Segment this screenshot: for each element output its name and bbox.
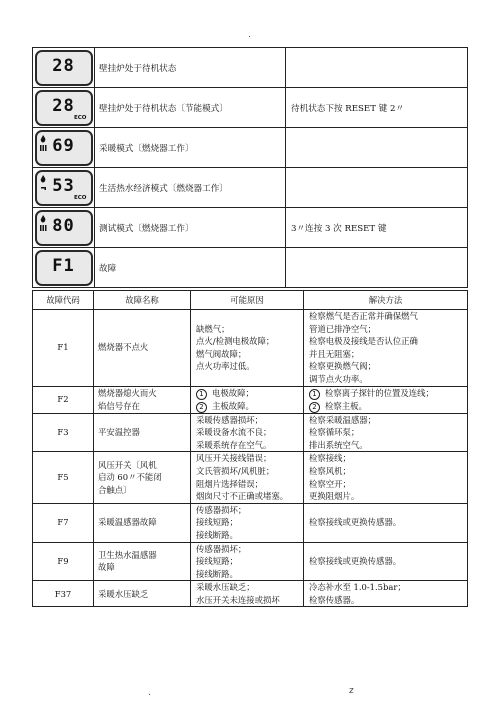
mode-description: 壁挂炉处于待机状态 — [95, 48, 286, 88]
fault-cause — [191, 503, 304, 542]
fault-fix-text: 检察循环泵； — [309, 427, 360, 438]
mode-description: 故障 — [95, 248, 286, 288]
lcd-display-icon — [35, 90, 93, 126]
fault-fix-text: 更换阻烟片。 — [309, 491, 360, 502]
mode-icon-cell — [33, 208, 95, 248]
fault-fix-line — [309, 465, 467, 478]
fault-fix-line — [309, 335, 467, 348]
fault-name-line — [98, 516, 190, 529]
fault-name-text: 风压开关〔风机 — [98, 459, 157, 470]
mode-note — [286, 168, 468, 208]
fault-row — [33, 581, 468, 607]
lcd-digits: 28 — [52, 55, 75, 76]
fault-name-line — [98, 341, 190, 354]
fault-cause-line — [196, 452, 303, 465]
mode-row — [33, 168, 468, 208]
fault-cause-text: 点火功率过低。 — [196, 361, 255, 372]
fault-fix-line — [309, 414, 467, 427]
fault-cause-text: 燃气阀故障； — [196, 348, 247, 359]
fault-code: F1 — [33, 310, 94, 387]
fault-code: F37 — [33, 581, 94, 607]
fault-fix-text: 排出系统空气。 — [309, 439, 368, 450]
fault-code: F3 — [33, 413, 94, 452]
fault-cause-text: 采暖设备水流不良； — [196, 427, 272, 438]
fault-fix-text: 并且无阻塞； — [309, 348, 360, 359]
fault-cause-line — [196, 335, 303, 348]
fault-name-line — [98, 484, 190, 497]
fault-name — [94, 413, 191, 452]
fault-fix-line — [309, 452, 467, 465]
mode-row — [33, 48, 468, 88]
fault-cause-line — [196, 400, 303, 413]
fault-fix — [304, 413, 468, 452]
fault-cause-line — [196, 594, 303, 607]
fault-cause-text: 接线断路。 — [196, 529, 238, 540]
fault-row — [33, 503, 468, 542]
mode-row — [33, 248, 468, 288]
fault-cause-text: 文氏管损坏/风机脏； — [196, 465, 275, 476]
fault-name-text: 采暖温感器故障 — [98, 517, 157, 528]
fault-name-line — [98, 400, 190, 413]
fault-name — [94, 581, 191, 607]
circled-number: 2 — [196, 402, 207, 413]
fault-row — [33, 310, 468, 387]
mode-icon-cell — [33, 168, 95, 208]
fault-code: F9 — [33, 542, 94, 581]
fault-cause-line — [196, 504, 303, 517]
fault-name — [94, 542, 191, 581]
radiator-icon — [40, 145, 47, 151]
fault-row — [33, 413, 468, 452]
fault-cause-line — [196, 465, 303, 478]
mode-row — [33, 128, 468, 168]
fault-fix — [304, 452, 468, 503]
fault-fix-line — [309, 581, 467, 594]
fault-cause-text: 接线短路； — [196, 517, 238, 528]
fault-cause-line — [196, 568, 303, 581]
flame-icon — [40, 215, 46, 223]
fault-cause-line — [196, 426, 303, 439]
fault-name-text: 采暖水压缺乏 — [98, 588, 149, 599]
fault-cause — [191, 386, 304, 413]
fault-code-table — [32, 290, 468, 607]
header-fix: 解决方法 — [304, 291, 468, 310]
fault-cause-text: 采暖系统存在空气。 — [196, 439, 272, 450]
lcd-display-icon — [35, 50, 93, 86]
fault-cause-line — [196, 478, 303, 491]
fault-code: F7 — [33, 503, 94, 542]
fault-fix-text: 检察接线； — [309, 453, 351, 464]
fault-cause-line — [196, 348, 303, 361]
fault-name-line — [98, 549, 190, 562]
fault-fix-text: 检察空开； — [309, 478, 351, 489]
mode-note: 3〃连按 3 次 RESET 键 — [286, 208, 468, 248]
fault-cause — [191, 542, 304, 581]
fault-fix — [304, 542, 468, 581]
lcd-display-icon — [35, 130, 93, 166]
fault-fix-line — [309, 555, 467, 568]
fault-cause — [191, 452, 304, 503]
mode-icon-cell — [33, 88, 95, 128]
fault-fix — [304, 581, 468, 607]
mode-description: 测试模式〔燃烧器工作〕 — [95, 208, 286, 248]
lcd-digits: F1 — [52, 255, 75, 276]
fault-fix-text: 检察采暖温感器； — [309, 414, 376, 425]
fault-fix-line — [309, 323, 467, 336]
footer-left-mark: . — [148, 688, 151, 698]
mode-icon-cell — [33, 248, 95, 288]
fault-fix-text: 检察离子探针的位置及连线； — [325, 387, 434, 398]
fault-code: F2 — [33, 386, 94, 413]
fault-fix-text: 冷态补水至 1.0-1.5bar； — [309, 582, 406, 593]
fault-cause-line — [196, 439, 303, 452]
fault-fix-line — [309, 400, 467, 413]
fault-cause — [191, 581, 304, 607]
fault-fix — [304, 310, 468, 387]
radiator-icon — [40, 225, 47, 231]
fault-fix-text: 检察燃气是否正常并确保燃气 — [309, 311, 418, 321]
header-cause: 可能原因 — [191, 291, 304, 310]
fault-fix-text: 检察电极及接线是否认位正确 — [309, 336, 418, 347]
fault-name-text: 燃烧器不点火 — [98, 342, 149, 353]
fault-cause-text: 主板故障。 — [212, 400, 254, 411]
mode-icon-cell — [33, 48, 95, 88]
mode-description: 壁挂炉处于待机状态〔节能模式〕 — [95, 88, 286, 128]
fault-cause-text: 接线短路； — [196, 556, 238, 567]
fault-fix — [304, 503, 468, 542]
fault-cause-line — [196, 516, 303, 529]
fault-name — [94, 452, 191, 503]
fault-fix-text: 检察风机； — [309, 465, 351, 476]
fault-name-line — [98, 588, 190, 601]
fault-fix-line — [309, 516, 467, 529]
fault-cause-text: 风压开关接线错误； — [196, 453, 272, 464]
fault-fix-line — [309, 310, 467, 323]
fault-cause-line — [196, 543, 303, 556]
fault-fix — [304, 386, 468, 413]
fault-cause — [191, 310, 304, 387]
footer-right-mark: z — [349, 686, 354, 696]
fault-name — [94, 310, 191, 387]
fault-fix-line — [309, 360, 467, 373]
fault-name-text: 焰信号存在 — [98, 400, 140, 411]
fault-name-text: 平安温控器 — [98, 427, 140, 438]
fault-fix-line — [309, 594, 467, 607]
fault-cause-line — [196, 490, 303, 503]
fault-fix-line — [309, 490, 467, 503]
fault-fix-text: 检察接线或更换传感器。 — [309, 556, 402, 567]
lcd-display-icon — [35, 170, 93, 206]
fault-row — [33, 386, 468, 413]
fault-fix-text: 检察主板。 — [325, 400, 367, 411]
fault-name — [94, 386, 191, 413]
fault-row — [33, 452, 468, 503]
mode-icon-cell — [33, 128, 95, 168]
circled-number: 1 — [309, 389, 320, 400]
fault-cause-line — [196, 323, 303, 336]
fault-cause-text: 电极故障； — [212, 387, 254, 398]
fault-fix-text: 检察传感器。 — [309, 594, 360, 605]
fault-cause-text: 点火/检测电极故障； — [196, 336, 275, 347]
fault-cause-text: 缺燃气； — [196, 323, 230, 334]
lcd-digits: 53 — [52, 175, 75, 196]
fault-cause-text: 采暖水压缺乏； — [196, 582, 255, 593]
lcd-digits: 28 — [52, 95, 75, 116]
fault-cause-line — [196, 555, 303, 568]
circled-number: 1 — [196, 389, 207, 400]
fault-name-line — [98, 561, 190, 574]
fault-name — [94, 503, 191, 542]
fault-name-line — [98, 426, 190, 439]
fault-fix-text: 管道已排净空气； — [309, 323, 376, 334]
mode-note — [286, 248, 468, 288]
mode-note — [286, 48, 468, 88]
mode-note: 待机状态下按 RESET 键 2〃 — [286, 88, 468, 128]
fault-cause-line — [196, 387, 303, 400]
circled-number: 2 — [309, 402, 320, 413]
tap-icon — [41, 186, 47, 192]
fault-row — [33, 542, 468, 581]
mode-note — [286, 128, 468, 168]
fault-name-line — [98, 387, 190, 400]
fault-cause-text: 传感器损坏； — [196, 543, 247, 554]
fault-cause-text: 传感器损坏； — [196, 504, 247, 515]
fault-name-line — [98, 471, 190, 484]
fault-name-text: 故障 — [98, 562, 115, 573]
fault-name-text: 卫生热水温感器 — [98, 549, 157, 560]
fault-cause-line — [196, 581, 303, 594]
fault-cause-text: 阻烟片选择错误； — [196, 478, 263, 489]
eco-label: ECO — [74, 194, 87, 201]
fault-fix-line — [309, 373, 467, 386]
fault-fix-text: 检察接线或更换传感器。 — [309, 517, 402, 528]
fault-name-line — [98, 459, 190, 472]
lcd-display-icon — [35, 250, 93, 286]
fault-cause — [191, 413, 304, 452]
fault-fix-line — [309, 426, 467, 439]
header-name: 故障名称 — [94, 291, 191, 310]
fault-cause-line — [196, 414, 303, 427]
lcd-digits: 69 — [52, 135, 75, 156]
fault-cause-text: 接线断路。 — [196, 568, 238, 579]
fault-cause-text: 采暖传感器损坏； — [196, 414, 263, 425]
fault-name-text: 合触点〕 — [98, 484, 132, 495]
fault-cause-line — [196, 360, 303, 373]
fault-fix-line — [309, 387, 467, 400]
lcd-digits: 80 — [52, 215, 75, 236]
fault-fix-text: 调节点火功率。 — [309, 373, 368, 384]
mode-row — [33, 88, 468, 128]
flame-icon — [40, 135, 46, 143]
display-mode-table — [32, 47, 468, 288]
fault-table-header — [33, 291, 468, 310]
fault-fix-text: 检察更换燃气阀； — [309, 361, 376, 372]
top-mark: . — [248, 30, 251, 40]
mode-description: 采暖模式〔燃烧器工作〕 — [95, 128, 286, 168]
fault-cause-text: 水压开关未连接或损坏 — [196, 594, 280, 605]
fault-fix-line — [309, 478, 467, 491]
fault-cause-line — [196, 529, 303, 542]
fault-code: F5 — [33, 452, 94, 503]
fault-name-text: 燃烧器熄火而火 — [98, 387, 157, 398]
fault-fix-line — [309, 439, 467, 452]
fault-name-text: 启动 60〃不能闭 — [98, 472, 162, 483]
fault-fix-line — [309, 348, 467, 361]
header-code: 故障代码 — [33, 291, 94, 310]
eco-label: ECO — [74, 114, 87, 121]
lcd-display-icon — [35, 210, 93, 246]
flame-icon — [40, 175, 46, 183]
mode-row — [33, 208, 468, 248]
fault-cause-text: 烟囱尺寸不正确或堵塞。 — [196, 491, 289, 502]
mode-description: 生活热水经济模式〔燃烧器工作〕 — [95, 168, 286, 208]
